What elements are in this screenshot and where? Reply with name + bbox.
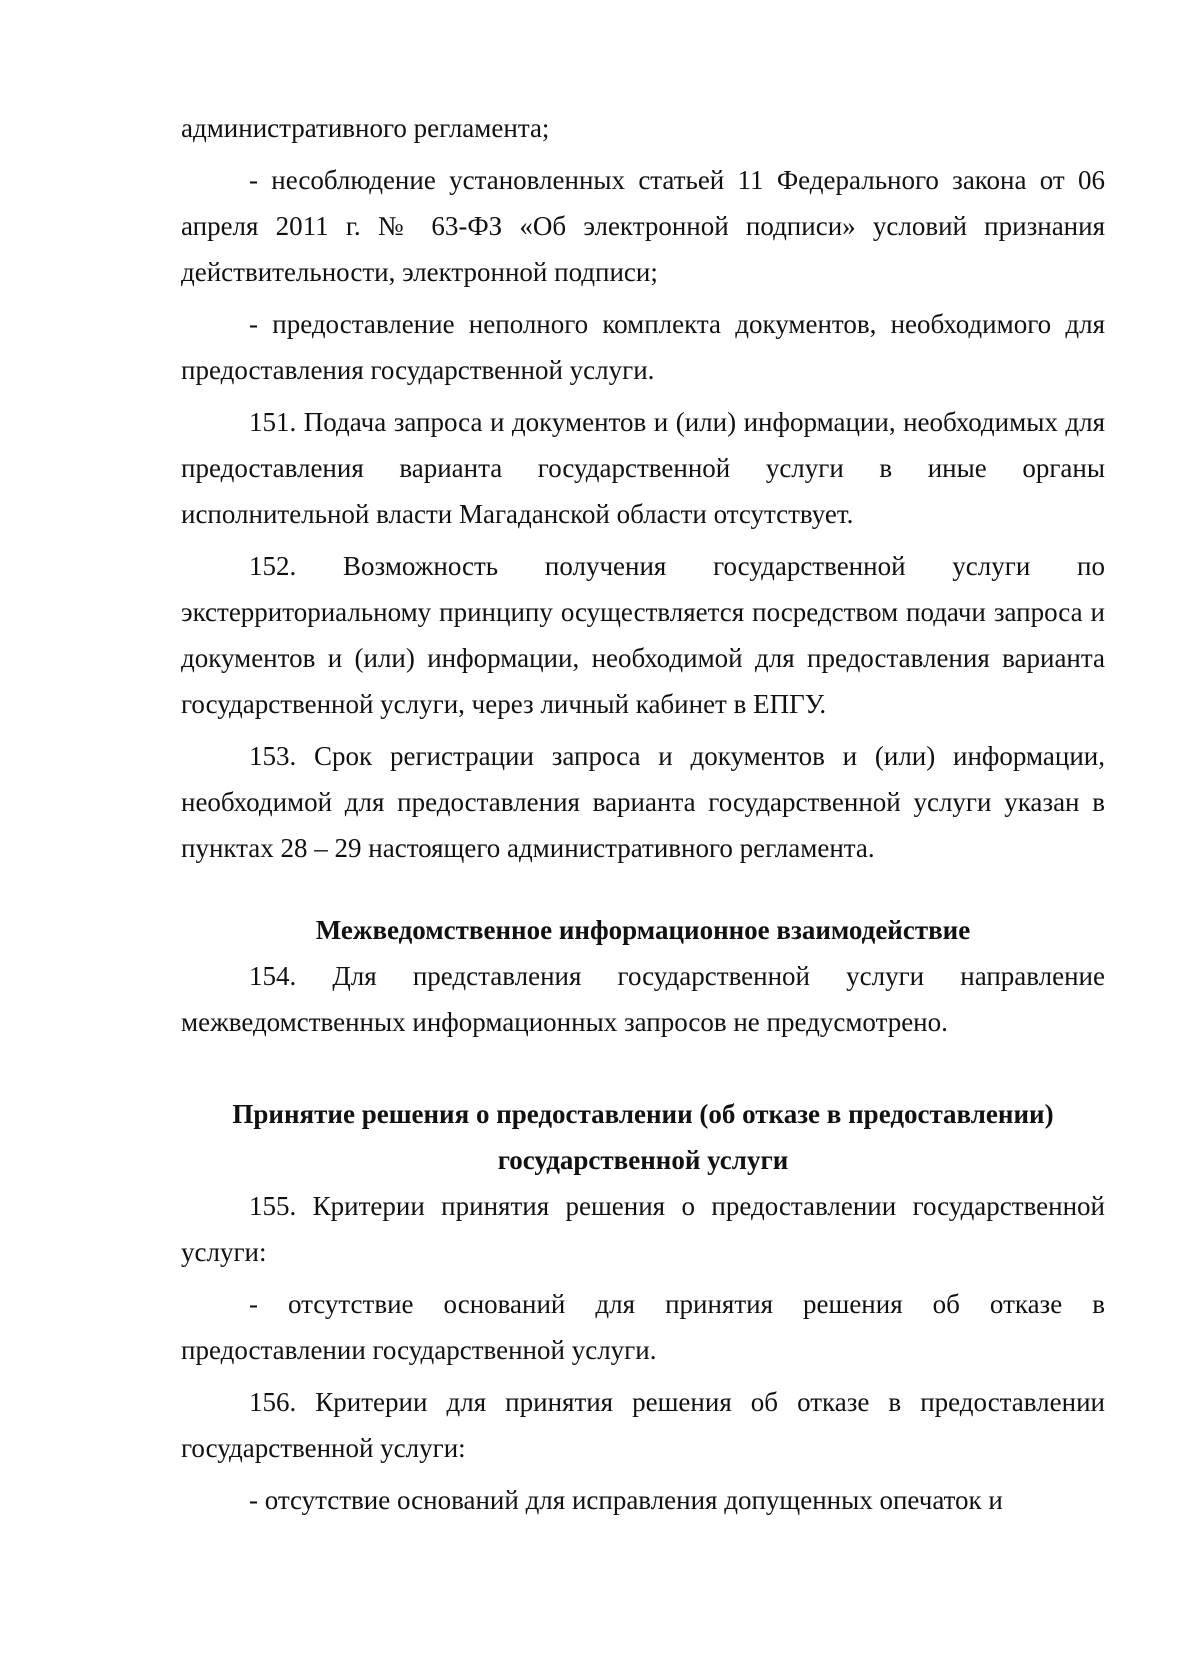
paragraph-156: 156. Критерии для принятия решения об отказе в предоставлении государственной услуги: bbox=[181, 1387, 1105, 1463]
paragraph-152: 152. Возможность получения государственной услуги по экстерриториальному принципу осуществляется посредством подачи запроса и документов и (или) информации, необходимой для предоставления варианта государственной услуги, через личный кабинет в ЕПГУ. bbox=[181, 551, 1105, 719]
section-heading-decision-line1: Принятие решения о предоставлении (об отказе в предоставлении) bbox=[232, 1099, 1054, 1129]
section-heading-decision-line2: государственной услуги bbox=[497, 1145, 789, 1175]
paragraph-bullet-incomplete-docs: - предоставление неполного комплекта документов, необходимого для предоставления государственной услуги. bbox=[181, 309, 1105, 385]
paragraph-151: 151. Подача запроса и документов и (или) информации, необходимых для предоставления варианта государственной услуги в иные органы исполнительной власти Магаданской области отсутствует. bbox=[181, 407, 1105, 529]
paragraph-153: 153. Срок регистрации запроса и документов и (или) информации, необходимой для предоставления варианта государственной услуги указан в пунктах 28 – 29 настоящего административного регламента. bbox=[181, 741, 1105, 863]
section-heading-interagency: Межведомственное информационное взаимодействие bbox=[315, 915, 971, 945]
paragraph-bullet-signature: - несоблюдение установленных статьей 11 Федерального закона от 06 апреля 2011 г. № 63-ФЗ «Об электронной подписи» условий признания действительности, электронной подписи; bbox=[181, 165, 1105, 287]
paragraph-154: 154. Для представления государственной услуги направление межведомственных информационных запросов не предусмотрено. bbox=[181, 961, 1105, 1037]
paragraph-bullet-no-grounds-correction: - отсутствие оснований для исправления допущенных опечаток и bbox=[249, 1485, 1003, 1515]
paragraph-continuation: административного регламента; bbox=[181, 113, 550, 143]
paragraph-bullet-no-grounds-refusal: - отсутствие оснований для принятия решения об отказе в предоставлении государственной услуги. bbox=[181, 1289, 1105, 1365]
paragraph-155: 155. Критерии принятия решения о предоставлении государственной услуги: bbox=[181, 1191, 1105, 1267]
